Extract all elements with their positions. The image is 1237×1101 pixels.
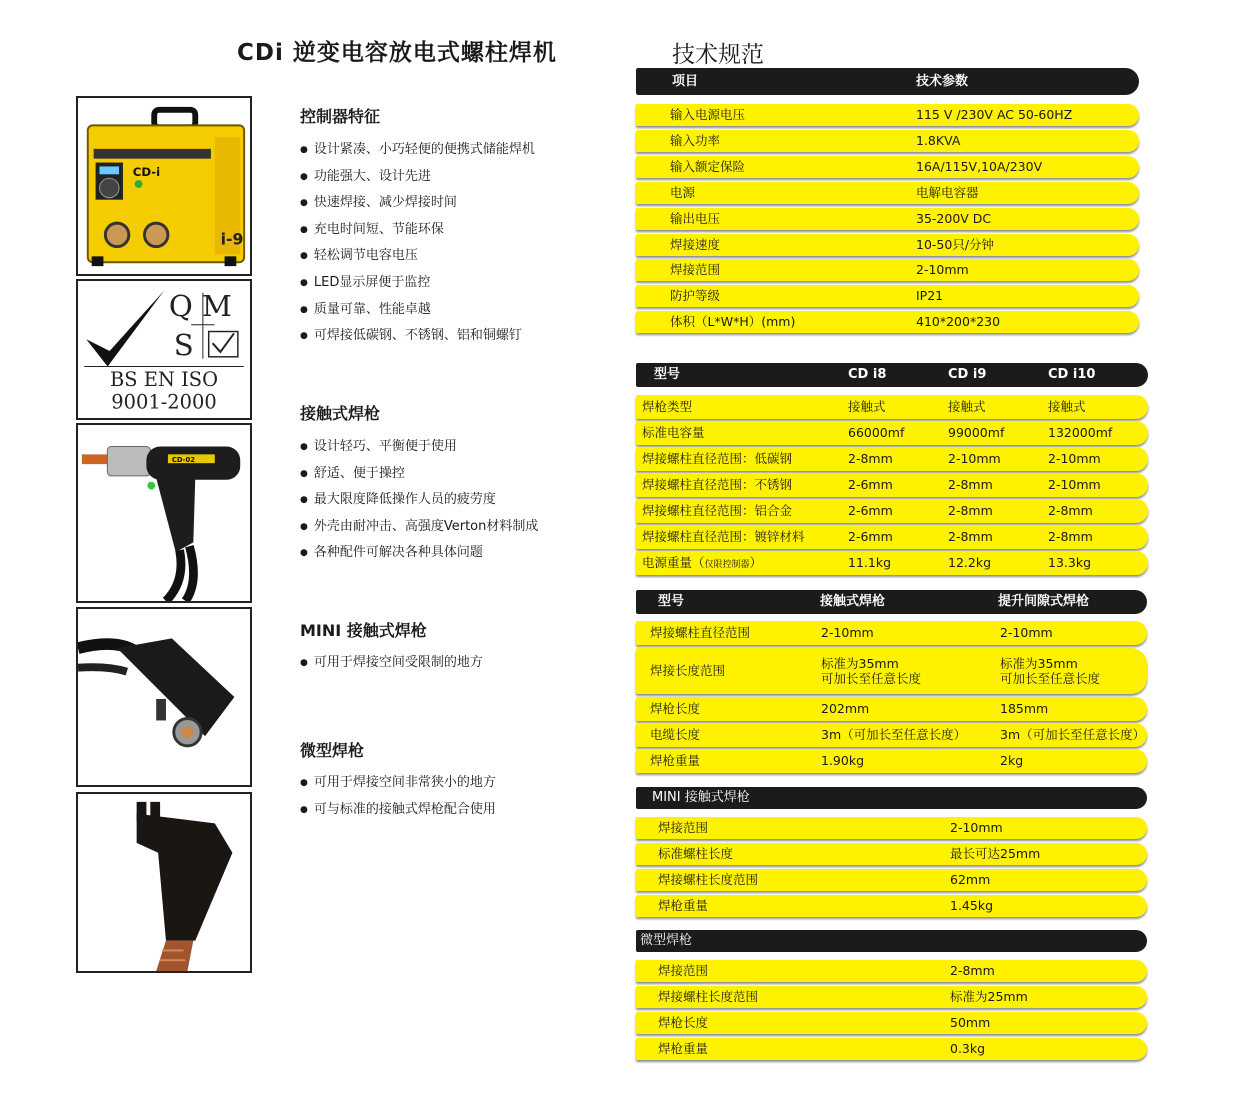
header-mini: MINI 接触式焊枪 [652, 790, 750, 805]
cell: 标准螺柱长度 [658, 846, 734, 861]
cell: 焊枪重量 [650, 753, 701, 768]
list-item: ● 外壳由耐冲击、高强度Verton材料制成 [300, 514, 538, 541]
table-row [636, 421, 1148, 445]
cell: 3m（可加长至任意长度） [821, 727, 967, 742]
contact-gun-image [76, 423, 252, 603]
list-item: ● 设计轻巧、平衡便于使用 [300, 434, 538, 461]
header-model: 型号 [658, 594, 685, 609]
cell: 输出电压 [670, 210, 721, 226]
cell: 2-10mm [950, 820, 1003, 835]
welder-machine-picture [78, 98, 250, 274]
cell: 焊接螺柱直径范围 [650, 625, 751, 640]
section-title-micro-gun: 微型焊枪 [300, 741, 365, 760]
welder-machine-image [76, 96, 252, 276]
cell: 体积（L*W*H）(mm) [670, 314, 796, 330]
list-item: ● 最大限度降低操作人员的疲劳度 [300, 487, 538, 514]
contact-gun-feature-list [300, 434, 538, 567]
cell: 2-8mm [1048, 529, 1093, 544]
qms-logo-picture [78, 281, 250, 418]
cell: 最长可达25mm [950, 846, 1041, 861]
list-item: ● 质量可靠、性能卓越 [300, 297, 535, 324]
cell: 电解电容器 [916, 184, 979, 200]
cell: 2-6mm [848, 529, 893, 544]
list-item: ● 轻松调节电容电压 [300, 243, 535, 270]
table-row [636, 551, 1148, 575]
cell: 标准电容量 [642, 425, 705, 440]
table-row [636, 723, 1147, 747]
cell: 1.8KVA [916, 132, 961, 148]
cell: 185mm [1000, 701, 1049, 716]
table-row [636, 817, 1147, 839]
cell: 2-8mm [848, 451, 893, 466]
cell: 标准为35mm 可加长至任意长度 [1000, 656, 1101, 686]
cell: 66000mf [848, 425, 905, 440]
micro-gun-feature-list [300, 770, 496, 823]
table-row [636, 621, 1147, 645]
cell: 焊枪长度 [658, 1015, 709, 1030]
controller-feature-list [300, 137, 535, 350]
cell: 防护等级 [670, 288, 721, 304]
table-row [636, 447, 1148, 471]
cell: 13.3kg [1048, 555, 1092, 570]
cell: 焊接长度范围 [650, 663, 726, 678]
header-cd-i10: CD i10 [1048, 367, 1096, 382]
table-row [636, 749, 1147, 773]
cell: 1.45kg [950, 898, 994, 913]
header-model: 型号 [654, 367, 681, 382]
table-row [636, 869, 1147, 891]
cell: 输入功率 [670, 132, 721, 148]
cell: 焊接范围 [658, 820, 709, 835]
list-item: ● 舒适、便于操控 [300, 461, 538, 488]
cell: 2-10mm [821, 625, 874, 640]
list-item: ● 充电时间短、节能环保 [300, 217, 535, 244]
table-row [636, 960, 1147, 982]
cell: 2-10mm [948, 451, 1001, 466]
weight-label: 电源重量（仅限控制器） [642, 555, 763, 570]
cell: 35-200V DC [916, 210, 992, 226]
cell: 202mm [821, 701, 870, 716]
cell: 0.3kg [950, 1041, 986, 1056]
cert-line1: BS EN ISO [110, 367, 219, 391]
mini-gun-image [76, 607, 252, 787]
cell: 焊接范围 [658, 963, 709, 978]
list-item: ● 设计紧凑、小巧轻便的便携式储能焊机 [300, 137, 535, 164]
gun-label: CD-02 [171, 456, 195, 465]
qms-certification-logo [76, 279, 252, 420]
cell: 2-6mm [848, 477, 893, 492]
list-item: ● 各种配件可解决各种具体问题 [300, 540, 538, 567]
cell: 12.2kg [948, 555, 992, 570]
spec-table-header [636, 68, 1139, 95]
cell: 2-10mm [1000, 625, 1053, 640]
cell: 标准为25mm [950, 989, 1028, 1004]
table-row [636, 130, 1139, 152]
table-row [636, 986, 1147, 1008]
micro-gun-picture [78, 794, 250, 971]
cell: 2-8mm [1048, 503, 1093, 518]
cell: 焊接范围 [670, 262, 721, 278]
table-row [636, 499, 1148, 523]
cell: 电源 [670, 184, 696, 200]
cell: 50mm [950, 1015, 991, 1030]
table-row [636, 156, 1139, 178]
cell: 标准为35mm 可加长至任意长度 [821, 656, 922, 686]
cell: 焊枪重量 [658, 1041, 709, 1056]
header-item: 项目 [672, 74, 699, 89]
table-row [636, 843, 1147, 865]
list-item: ● 可焊接低碳钢、不锈钢、铝和铜螺钉 [300, 323, 535, 350]
page-title: CDi 逆变电容放电式螺柱焊机 [237, 40, 557, 66]
micro-table-header [636, 930, 1147, 952]
cell: 焊接螺柱直径范围：镀锌材料 [642, 529, 805, 544]
list-item: ● 功能强大、设计先进 [300, 164, 535, 191]
cert-s: S [173, 327, 194, 362]
header-cd-i9: CD i9 [948, 367, 987, 382]
cell: 2kg [1000, 753, 1024, 768]
section-title-mini-gun: MINI 接触式焊枪 [300, 621, 427, 640]
list-item: ● 可与标准的接触式焊枪配合使用 [300, 797, 496, 824]
cell: 焊接速度 [670, 236, 721, 252]
cell: 焊接螺柱长度范围 [658, 872, 759, 887]
cell: 2-6mm [848, 503, 893, 518]
cell: 2-8mm [950, 963, 995, 978]
cell: 焊接螺柱直径范围：铝合金 [642, 503, 793, 518]
cell: IP21 [916, 288, 944, 304]
cert-line2: 9001-2000 [111, 390, 217, 414]
cell: 410*200*230 [916, 314, 1001, 330]
cell: 焊接螺柱直径范围：不锈钢 [642, 477, 793, 492]
table-row [636, 1012, 1147, 1034]
cell: 11.1kg [848, 555, 892, 570]
header-contact-gun: 接触式焊枪 [820, 594, 886, 609]
cell: 电缆长度 [650, 727, 701, 742]
table-row [636, 395, 1148, 419]
cell: 焊枪长度 [650, 701, 701, 716]
header-params: 技术参数 [916, 74, 969, 89]
table-row [636, 104, 1139, 126]
table-row [636, 525, 1148, 549]
table-row [636, 311, 1139, 333]
model-table-header [636, 363, 1148, 387]
cell: 115 V /230V AC 50-60HZ [916, 107, 1073, 122]
table-row [636, 208, 1139, 230]
cell: 2-10mm [1048, 477, 1101, 492]
mini-gun-picture [78, 609, 250, 785]
cell: 2-8mm [948, 477, 993, 492]
section-title-controller: 控制器特征 [300, 107, 381, 126]
list-item: ● LED显示屏便于监控 [300, 270, 535, 297]
cell: 99000mf [948, 425, 1005, 440]
table-row [636, 473, 1148, 497]
cell: 输入额定保险 [670, 158, 746, 174]
cell: 3m（可加长至任意长度） [1000, 727, 1146, 742]
cell: 2-8mm [948, 503, 993, 518]
cell: 接触式 [1048, 399, 1086, 414]
cell: 焊枪重量 [658, 898, 709, 913]
list-item: ● 可用于焊接空间非常狭小的地方 [300, 770, 496, 797]
cell: 2-10mm [1048, 451, 1101, 466]
cell: 2-10mm [916, 262, 969, 278]
header-lift-gun: 提升间隙式焊枪 [998, 594, 1090, 609]
svg-text:i-9: i-9 [220, 229, 244, 249]
table-row [636, 697, 1147, 721]
machine-label: CD-i [132, 165, 161, 180]
cell: 焊接螺柱长度范围 [658, 989, 759, 1004]
cell: 62mm [950, 872, 991, 887]
contact-gun-picture [78, 425, 250, 601]
table-row [636, 1038, 1147, 1060]
header-micro: 微型焊枪 [640, 933, 693, 948]
cell: 2-8mm [948, 529, 993, 544]
list-item: ● 快速焊接、减少焊接时间 [300, 190, 535, 217]
cert-qm: Q M [168, 288, 232, 323]
cell: 焊枪类型 [642, 399, 693, 414]
micro-gun-image [76, 792, 252, 973]
table-row [636, 182, 1139, 204]
cell: 焊接螺柱直径范围：低碳钢 [642, 451, 793, 466]
cell: 输入电源电压 [670, 107, 746, 122]
cell: 接触式 [948, 399, 986, 414]
cell: 1.90kg [821, 753, 865, 768]
table-row [636, 648, 1147, 694]
section-title-contact-gun: 接触式焊枪 [300, 404, 381, 423]
list-item: ● 可用于焊接空间受限制的地方 [300, 650, 483, 677]
table-row [636, 234, 1139, 256]
cell: 10-50只/分钟 [916, 236, 995, 252]
mini-table-header [636, 787, 1147, 809]
mini-gun-feature-list [300, 650, 483, 677]
header-cd-i8: CD i8 [848, 367, 887, 382]
table-row [636, 285, 1139, 307]
spec-title: 技术规范 [672, 42, 764, 68]
table-row [636, 259, 1139, 281]
cell: 接触式 [848, 399, 886, 414]
table-row [636, 895, 1147, 917]
cell: 16A/115V,10A/230V [916, 158, 1043, 174]
cell: 132000mf [1048, 425, 1113, 440]
gun-table-header [636, 590, 1147, 614]
